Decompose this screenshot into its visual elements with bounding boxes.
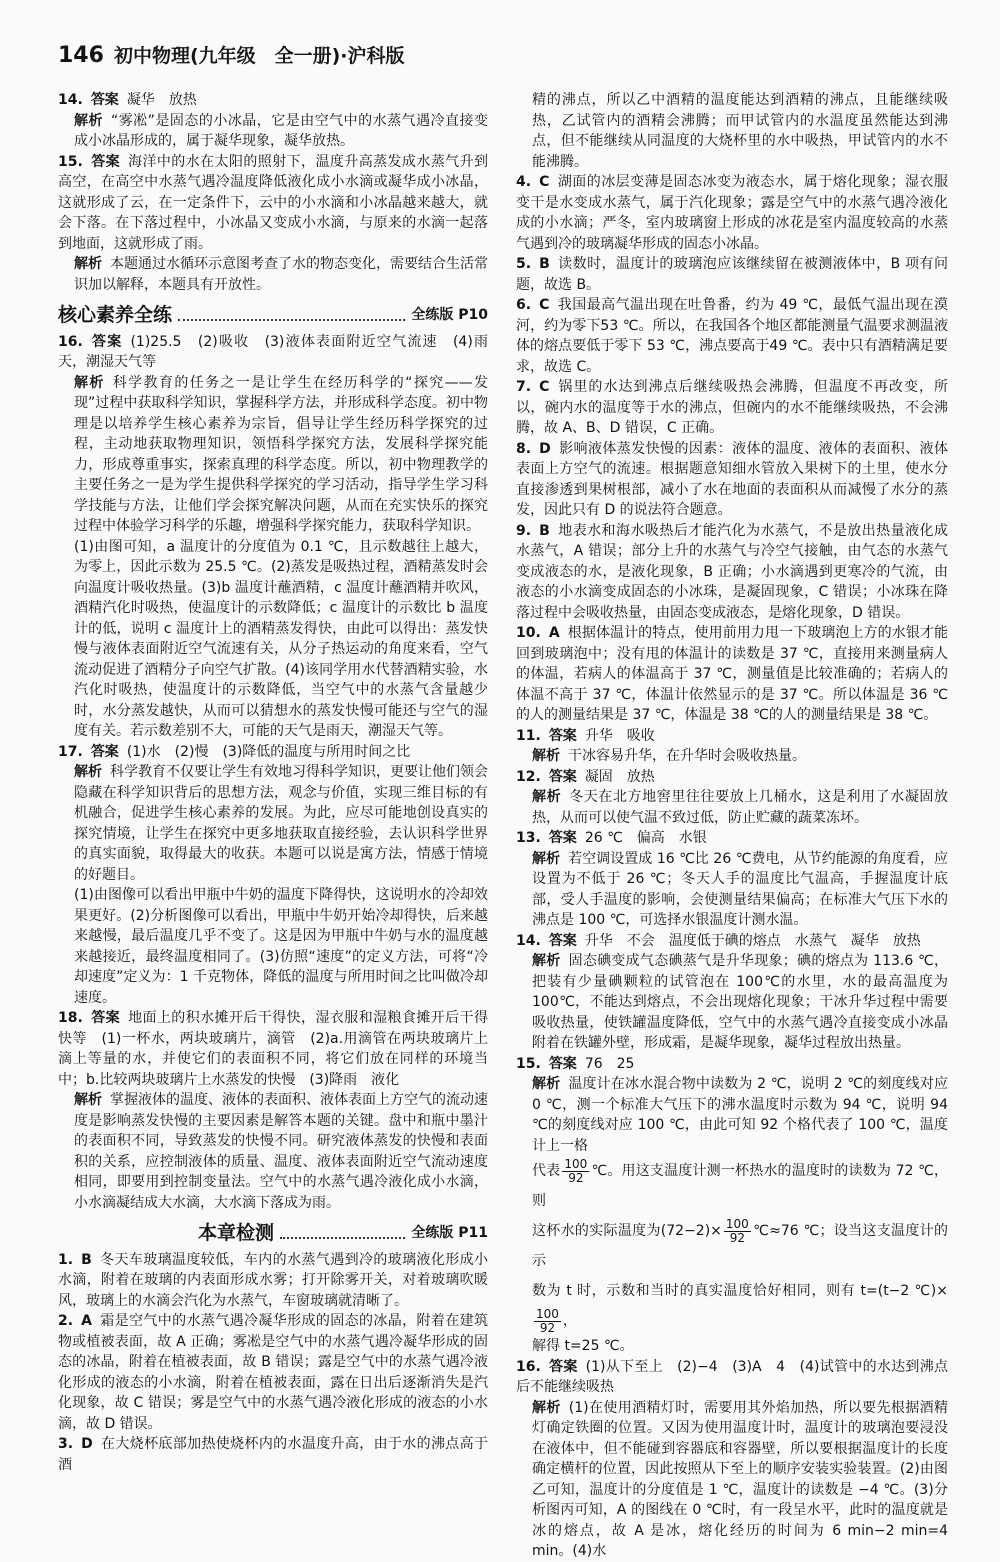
explanation-paragraph — [516, 746, 948, 767]
paragraph-text: 读数时，温度计的玻璃泡应该继续留在被测液体中，B 项有问题，故选 B。 — [516, 256, 948, 293]
formula-text: 代表 — [532, 1163, 561, 1179]
question-item — [516, 377, 948, 439]
answer-label: 答案 — [548, 1358, 578, 1375]
answer-label: B — [81, 1251, 92, 1268]
question-number: 16. — [516, 1358, 541, 1375]
question-number: 9. — [516, 522, 532, 539]
paragraph-text: 精的沸点，所以乙中酒精的温度能达到酒精的沸点，且能继续吸热，乙试管内的酒精会沸腾；而甲试管内的水温度虽然能达到沸点，但不能继续从同温度的大烧杯里的水中吸热，甲试管内的水不能沸腾。 — [532, 92, 948, 170]
question-item — [516, 439, 948, 521]
paragraph-text: (1)由图像可以看出甲瓶中牛奶的温度下降得快，这说明水的冷却效果更好。(2)分析图像可以看出，甲瓶中牛奶开始冷却得快，后来越来越慢，最后温度几乎不变了。这是因为甲瓶中牛奶与水的温度越来越接近，最终温度相同了。(3)仿照“速度”的定义方法，可将“冷却速度”定义为：1 千克物体，降低的温度与所用时间之比叫做冷却速度。 — [74, 887, 488, 1006]
question-item — [58, 90, 488, 111]
explanation-paragraph — [58, 885, 488, 1008]
question-number: 8. — [516, 440, 532, 457]
formula-text: ℃≈76 ℃；设当这支温度计的示 — [532, 1223, 948, 1269]
paragraph-text: 霜是空气中的水蒸气遇冷凝华形成的固态的冰晶，附着在建筑物或植被表面，故 A 正确；雾凇是空气中的水蒸气遇冷凝华形成的固态的冰晶，附着在植被表面，故 B 错误；露是空气中的水蒸气遇冷液化形成的液态的小水滴，附着在植被表面，露在日出后逐渐消失是汽化现象，故 C 错误；雾是空气中的水蒸气遇冷液化形成的液态的小水滴，故 D 错误。 — [58, 1313, 488, 1432]
question-number: 15. — [516, 1055, 541, 1072]
paragraph-text: 地表水和海水吸热后才能汽化为水蒸气，不是放出热量液化成水蒸气，A 错误；部分上升的水蒸气与冷空气接触，由气态的水蒸气变成液态的水，是液化现象，B 正确；小水滴遇到更寒冷的气流，由液态的小水滴变成固态的小冰珠，是凝固现象，C 错误；小冰珠在降落过程中会吸收热量，由固态变成液态，是熔化现象，D 错误。 — [516, 522, 948, 621]
question-item — [516, 254, 948, 295]
answer-label: 答案 — [90, 333, 123, 350]
question-number: 6. — [516, 297, 532, 313]
paragraph-text: (1)水 (2)慢 (3)降低的温度与所用时间之比 — [126, 743, 411, 760]
paragraph-text: (1)25.5 (2)吸收 (3)液体表面附近空气流速 (4)雨天，潮湿天气等 — [58, 333, 488, 370]
answer-label: 答案 — [90, 153, 121, 170]
question-item — [58, 1008, 488, 1090]
fraction — [724, 1218, 751, 1245]
right-column — [516, 90, 948, 1562]
section-page-ref: 全练版 P11 — [411, 1225, 488, 1241]
question-item — [516, 521, 948, 624]
answer-label: 答案 — [90, 743, 119, 760]
question-item — [58, 152, 488, 255]
paragraph-text: 76 25 — [584, 1055, 635, 1072]
question-item — [516, 931, 948, 952]
answer-label: 答案 — [90, 92, 119, 108]
paragraph-text: 干冰容易升华，在升华时会吸收热量。 — [568, 748, 806, 764]
fraction-numerator: 100 — [564, 1156, 588, 1171]
fraction — [534, 1308, 561, 1335]
answer-label: 答案 — [548, 727, 577, 744]
paragraph-text: 根据体温计的特点，使用前用力甩一下玻璃泡上方的水银才能回到玻璃泡中；没有甩的体温计的读数是 37 ℃，直接用来测量病人的体温，若病人的体温高于 37 ℃，测量值是比较准确的；若病人的体温不高于 37 ℃，体温计依然显示的是 37 ℃。所以体温是 36 ℃的人的测量结果是 37 ℃，体温是 38 ℃的人的测量结果是 38 ℃。 — [516, 625, 948, 723]
question-item — [516, 623, 948, 726]
explanation-paragraph — [516, 90, 948, 172]
explanation-paragraph — [58, 537, 488, 742]
answer-label: 解析 — [532, 1076, 561, 1092]
answer-label: C — [539, 174, 550, 190]
explanation-paragraph — [516, 951, 948, 1054]
question-item — [516, 172, 948, 254]
explanation-paragraph — [58, 254, 488, 295]
answer-label: 答案 — [90, 1010, 121, 1026]
paragraph-text: 冬天车玻璃温度较低，车内的水蒸气遇到冷的玻璃液化形成小水滴，附着在玻璃的内表面形成水雾；打开除雾开关，对着玻璃吹暖风，玻璃上的水滴会汽化为水蒸气，车窗玻璃就清晰了。 — [58, 1251, 488, 1309]
question-number: 16. — [58, 333, 83, 350]
section-title: 核心素养全练 — [58, 304, 173, 326]
question-number: 1. — [58, 1251, 74, 1268]
paragraph-text: 影响液体蒸发快慢的因素：液体的温度、液体的表面积、液体表面上方空气的流速。根据题意知细水管放入果树下的土里，使水分直接渗透到果树根部，减小了水在地面的表面积从而减慢了水分的蒸发，因此只有 D 的说法符合题意。 — [516, 440, 948, 518]
answer-label: C — [539, 379, 550, 395]
explanation-paragraph — [516, 787, 948, 828]
fraction-denominator: 92 — [729, 1230, 745, 1245]
answer-label: B — [539, 522, 550, 539]
paragraph-text: (1)从下至上 (2)−4 (3)A 4 (4)试管中的水达到沸点后不能继续吸热 — [516, 1358, 948, 1395]
answer-label: 解析 — [74, 256, 102, 272]
question-number: 14. — [58, 92, 83, 108]
question-item — [516, 767, 948, 788]
fraction-denominator: 92 — [539, 1320, 556, 1335]
question-item — [58, 1434, 488, 1475]
question-number: 12. — [516, 768, 541, 785]
formula-text: ℃。用这支温度计测一杯热水的温度时的读数为 72 ℃，则 — [532, 1163, 948, 1209]
paragraph-text: 冬天在北方地窖里往往要放上几桶水，这是利用了水凝固放热，从而可以使气温不致过低，防止贮藏的蔬菜冻坏。 — [532, 789, 949, 826]
question-number: 17. — [58, 743, 83, 760]
answer-label: 解析 — [532, 1399, 561, 1416]
paragraph-text: 科学教育的任务之一是让学生在经历科学的“探究——发现”过程中获取科学知识，掌握科学方法，并形成科学态度。初中物理是以培养学生核心素养为宗旨，倡导让学生经历科学探究的过程，主动地获取物理知识，领悟科学探究方法，发展科学探究能力，形成尊重事实，探索真理的科学态度。所以，初中物理教学的主要任务之一是为学生提供科学探究的学习活动，指导学生学习科学技能与方法，让他们学会探究解决问题，从而在充实快乐的探究过程中体验学习科学的乐趣，增强科学探究能力，获取科学知识。 — [74, 374, 488, 534]
question-number: 14. — [516, 932, 541, 949]
answer-label: 解析 — [532, 850, 561, 867]
question-number: 4. — [516, 174, 532, 190]
question-item — [58, 332, 488, 373]
page-header — [58, 43, 405, 76]
answer-label: D — [539, 440, 551, 457]
formula-line — [516, 1276, 948, 1336]
paragraph-text: “雾凇”是固态的小冰晶，它是由空气中的水蒸气遇冷直接变成小冰晶形成的，属于凝华现象，凝华放热。 — [74, 112, 488, 149]
paragraph-text: (1)由图可知，a 温度计的分度值为 0.1 ℃，且示数越往上越大，为零上，因此示数为 25.5 ℃。(2)蒸发是吸热过程，酒精蒸发时会向温度计吸收热量。(3)b 温度计蘸酒精，c 温度计蘸酒精并吹风，酒精汽化时吸热，使温度计的示数降低；c 温度计的示数比 b 温度计的低，说明 c 温度计上的酒精蒸发得快，由此可以得出：蒸发快慢与液体表面附近空气流速有关，从分子热运动的角度来看，空气流动促进了酒精分子向空气扩散。(4)该同学用水代替酒精实验，水汽化时吸热，使温度计的示数降低，当空气中的水蒸气含量越少时，水分蒸发越快，从而可以猜想水的蒸发快慢可能还与空气的湿度有关。若示数差别不大，可能的天气是雨天，潮湿天气等。 — [74, 538, 488, 739]
question-item — [516, 295, 948, 377]
question-number: 18. — [58, 1010, 83, 1026]
answer-label: 解析 — [74, 374, 105, 391]
section-page-ref: 全练版 P10 — [411, 307, 488, 323]
question-item — [58, 1311, 488, 1434]
answer-label: D — [81, 1436, 93, 1452]
explanation-paragraph — [516, 1336, 948, 1357]
explanation-paragraph — [516, 1074, 948, 1156]
answer-label: 答案 — [548, 768, 577, 785]
question-item — [58, 742, 488, 763]
section-heading — [58, 1223, 488, 1244]
paragraph-text: 地面上的积水摊开后干得快，湿衣服和湿粮食摊开后干得快等 (1)一杯水，两块玻璃片，滴管 (2)a.用滴管在两块玻璃片上滴上等量的水，并使它们的表面积不同，将它们放在同样的环境当中；b.比较两块玻璃片上水蒸发的快慢 (3)降雨 液化 — [58, 1010, 489, 1088]
answer-label: 解析 — [74, 112, 103, 129]
paragraph-text: 锅里的水达到沸点后继续吸热会沸腾，但温度不再改变，所以，碗内水的温度等于水的沸点，但碗内的水不能继续吸热，不会沸腾，故 A、B、D 错误，C 正确。 — [516, 379, 948, 436]
question-number: 15. — [58, 153, 83, 170]
question-number: 2. — [58, 1313, 74, 1329]
paragraph-text: 解得 t=25 ℃。 — [532, 1338, 634, 1354]
question-item — [516, 1054, 948, 1075]
paragraph-text: 凝华 放热 — [126, 92, 197, 108]
fraction-numerator: 100 — [725, 1216, 749, 1231]
book-title: 初中物理(九年级 全一册)·沪科版 — [113, 45, 405, 67]
paragraph-text: 湖面的冰层变薄是固态冰变为液态水，属于熔化现象；湿衣服变干是水变成水蒸气，属于汽化现象；露是空气中的水蒸气遇冷液化成的小水滴；严冬，室内玻璃窗上形成的冰花是室内温度较高的水蒸气遇到冷的玻璃凝华形成的固态小冰晶。 — [516, 174, 948, 252]
question-item — [516, 828, 948, 849]
explanation-paragraph — [516, 1398, 948, 1562]
answer-label: 答案 — [548, 830, 577, 846]
question-number: 3. — [58, 1436, 74, 1452]
question-item — [516, 1357, 948, 1398]
section-title: 本章检测 — [198, 1222, 275, 1244]
answer-label: 解析 — [74, 764, 102, 780]
answer-label: 答案 — [548, 932, 577, 949]
leader-dots — [178, 319, 405, 321]
fraction — [562, 1158, 589, 1185]
paragraph-text: 我国最高气温出现在吐鲁番，约为 49 ℃，最低气温出现在漠河，约为零下53 ℃。所以，在我国各个地区都能测量气温要求测温液体的熔点要低于零下 53 ℃，沸点要高于49 ℃。表中只有酒精满足要求，故选 C。 — [516, 297, 948, 375]
question-number: 11. — [516, 727, 541, 744]
paragraph-text: 海洋中的水在太阳的照射下，温度升高蒸发成水蒸气升到高空，在高空中水蒸气遇冷温度降低液化成小水滴或凝华成小冰晶，这就形成了云，在一定条件下，云中的小水滴和小冰晶越来越大，就会下落。在下落过程中，小冰晶又变成小水滴，与原来的水滴一起落到地面，这就形成了雨。 — [58, 153, 489, 252]
paragraph-text: 26 ℃ 偏高 水银 — [584, 830, 707, 846]
section-heading — [58, 305, 488, 326]
page-number: 146 — [58, 43, 104, 68]
explanation-paragraph — [58, 373, 488, 537]
answer-label: C — [539, 297, 550, 313]
explanation-paragraph — [516, 849, 948, 931]
paragraph-text: 科学教育不仅要让学生有效地习得科学知识，更要让他们领会隐藏在科学知识背后的思想方法，观念与价值，实现三维目标的有机融合，促进学生核心素养的发展。为此，应尽可能地创设真实的探究情境，让学生在探究中更多地获取直接经验，去认识科学世界的真实面貌，取得最大的收获。本题可以说是寓方法，情感于情境的好题目。 — [74, 764, 488, 883]
question-number: 10. — [516, 625, 541, 641]
answer-label: 解析 — [532, 789, 562, 805]
formula-line — [516, 1156, 948, 1216]
paragraph-text: 本题通过水循环示意图考查了水的物态变化，需要结合生活常识加以解释，本题具有开放性。 — [74, 256, 488, 293]
paragraph-text: 升华 不会 温度低于碘的熔点 水蒸气 凝华 放热 — [584, 932, 921, 949]
formula-line — [516, 1216, 948, 1276]
formula-text: ， — [562, 1313, 577, 1329]
paragraph-text: 升华 吸收 — [584, 727, 655, 744]
question-number: 13. — [516, 830, 541, 846]
question-number: 7. — [516, 379, 532, 395]
explanation-paragraph — [58, 762, 488, 885]
paragraph-text: 温度计在冰水混合物中读数为 2 ℃，说明 2 ℃的刻度线对应 0 ℃，测一个标准大气压下的沸水温度时示数为 94 ℃，说明 94 ℃的刻度线对应 100 ℃，由此可知 92 个格代表了 100 ℃，温度计上一格 — [532, 1076, 948, 1154]
explanation-paragraph — [58, 111, 488, 152]
answer-label: 解析 — [532, 748, 560, 764]
fraction-denominator: 92 — [568, 1170, 584, 1185]
question-number: 5. — [516, 256, 532, 272]
paragraph-text: 在大烧杯底部加热使烧杯内的水温度升高，由于水的沸点高于酒 — [58, 1436, 488, 1473]
paragraph-text: 凝固 放热 — [584, 768, 655, 785]
paragraph-text: 掌握液体的温度、液体的表面积、液体表面上方空气的流动速度是影响蒸发快慢的主要因素是解答本题的关键。盘中和瓶中墨汁的表面积不同，导致蒸发的快慢不同。研究液体蒸发的快慢和表面积的关系，应控制液体的质量、温度、液体表面附近空气流动速度相同，即要用到控制变量法。空气中的水蒸气遇冷液化成小水滴，小水滴凝结成大水滴，大水滴下落成为雨。 — [74, 1092, 488, 1211]
left-column — [58, 90, 488, 1475]
explanation-paragraph — [58, 1090, 488, 1213]
formula-text: 这杯水的实际温度为(72−2)× — [532, 1223, 722, 1239]
answer-label: 解析 — [74, 1092, 102, 1108]
question-item — [516, 726, 948, 747]
paragraph-text: 固态碘变成气态碘蒸气是升华现象；碘的熔点为 113.6 ℃，把装有少量碘颗粒的试管泡在 100℃的水里，水的最高温度为 100℃，不能达到熔点，不会出现熔化现象；干冰升华过程中需要吸收热量，使铁罐温度降低，空气中的水蒸气遇冷直接变成小冰晶附着在铁罐外壁，形成霜，是凝华现象，凝华过程放出热量。 — [532, 953, 948, 1051]
paragraph-text: 若空调设置成 16 ℃比 26 ℃费电，从节约能源的角度看，应设置为不低于 26 ℃；冬天人手的温度比气温高，手握温度计底部，受人手温度的影响，会使测量结果偏高；在标准大气压下水的沸点是 100 ℃，可选择水银温度计测水温。 — [532, 850, 949, 928]
answer-label: A — [81, 1313, 92, 1329]
formula-text: 数为 t 时，示数和当时的真实温度恰好相同，则有 t=(t−2 ℃)× — [532, 1283, 948, 1299]
answer-label: A — [548, 625, 560, 641]
answer-label: 答案 — [548, 1055, 577, 1072]
paragraph-text: (1)在使用酒精灯时，需要用其外焰加热，所以要先根据酒精灯确定铁圈的位置。又因为使用温度计时，温度计的玻璃泡要浸没在液体中，但不能碰到容器底和容器壁，所以要根据温度计的长度确定横杆的位置，因此按照从下至上的顺序安装实验装置。(2)由图乙可知，温度计的分度值是 1 ℃，温度计的读数是 −4 ℃。(3)分析图丙可知，A 的图线在 0 ℃时，有一段呈水平，此时的温度就是冰的熔点，故 A 是冰，熔化经历的时间为 6 min−2 min=4 min。(4)水 — [532, 1399, 948, 1559]
question-item — [58, 1250, 488, 1312]
fraction-numerator: 100 — [536, 1306, 559, 1321]
answer-label: B — [539, 256, 550, 272]
leader-dots — [280, 1237, 405, 1239]
answer-label: 解析 — [532, 953, 561, 969]
